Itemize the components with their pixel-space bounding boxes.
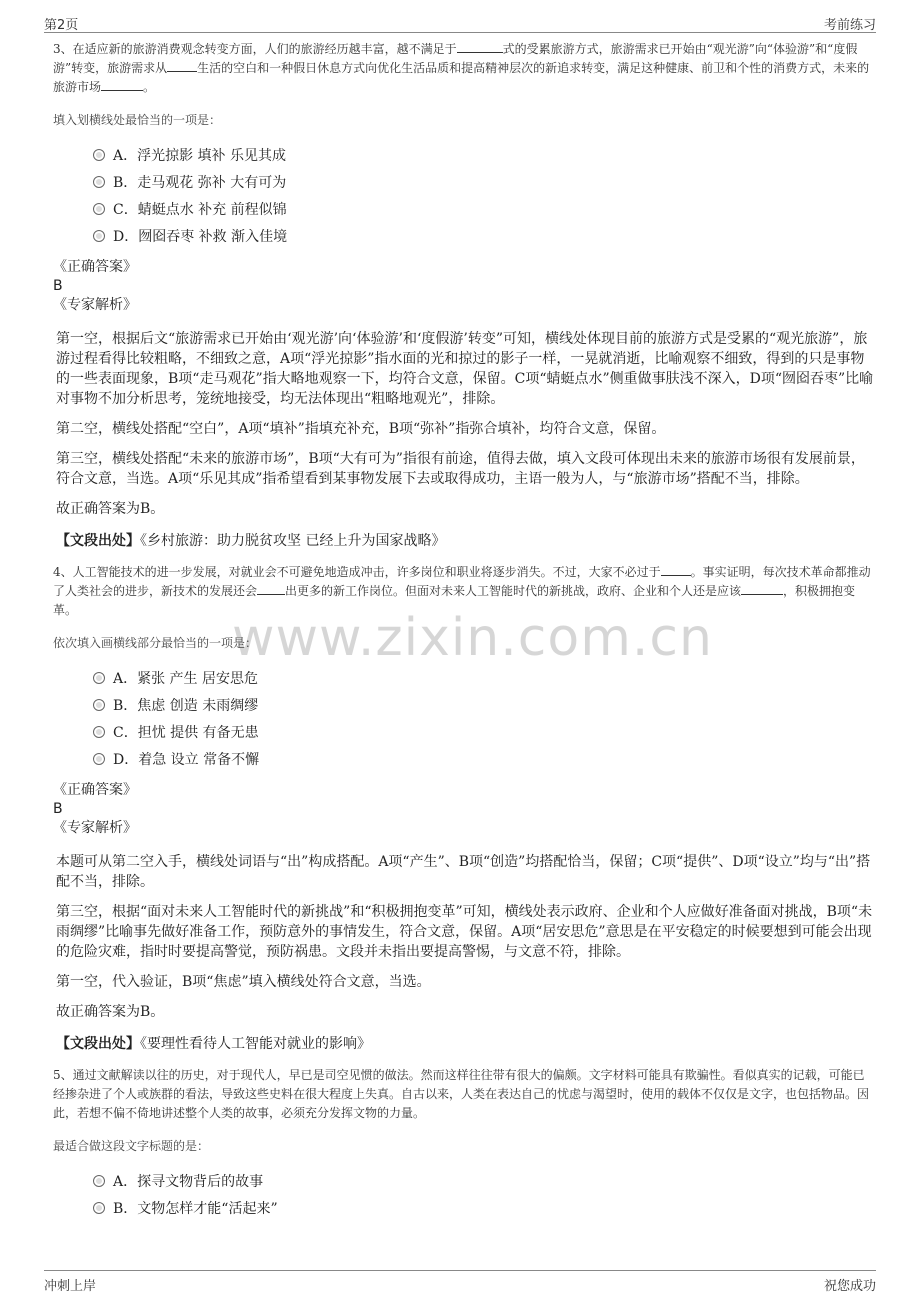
source-citation: 【文段出处】《要理性看待人工智能对就业的影响》	[56, 1036, 371, 1052]
option-d[interactable]: D．着急 设立 常备不懈	[93, 747, 874, 774]
question-5-options	[53, 1169, 874, 1223]
analysis-label: 《专家解析》	[53, 297, 137, 313]
explanation-paragraph: 第一空，根据后文“旅游需求已开始由‘观光游’向‘体验游’和‘度假游’转变”可知，横线处体现目前的旅游方式是受累的“观光旅游”，旅游过程看得比较粗略，不细致之意，A项“浮光掠影”指水面的光和掠过的影子一样，一晃就消逝，比喻观察不细致，得到的只是事物的一些表面现象，B项“走马观花”指大略地观察一下，均符合文意，保留。C项“蜻蜓点水”侧重做事肤浅不深入，D项“囫囵吞枣”比喻对事物不加分析思考，笼统地接受，均无法体现出“粗略地观光”，排除。	[56, 331, 874, 407]
explanation-paragraph: 本题可从第二空入手，横线处词语与“出”构成搭配。A项“产生”、B项“创造”均搭配恰当，保留；C项“提供”、D项“设立”均与“出”搭配不当，排除。	[56, 854, 871, 890]
option-a[interactable]: A．探寻文物背后的故事	[93, 1169, 874, 1196]
answer-label: 《正确答案》	[53, 259, 137, 275]
explanation-paragraph: 故正确答案为B。	[56, 501, 165, 517]
option-a[interactable]: A．紧张 产生 居安思危	[93, 666, 874, 693]
page-header	[44, 12, 876, 33]
blank	[457, 40, 503, 53]
answer-value: B	[53, 278, 63, 294]
blank	[741, 582, 783, 595]
explanation-paragraph: 第二空，横线处搭配“空白”，A项“填补”指填充补充，B项“弥补”指弥合填补，均符合文意，保留。	[56, 421, 666, 437]
option-b[interactable]: B．焦虑 创造 未雨绸缪	[93, 693, 874, 720]
answer-label: 《正确答案》	[53, 782, 137, 798]
answer-value: B	[53, 801, 63, 817]
question-4-options	[53, 666, 874, 774]
question-3-options	[53, 143, 874, 251]
radio-icon[interactable]	[93, 203, 105, 215]
explanation-paragraph: 第一空，代入验证，B项“焦虑”填入横线处符合文意，当选。	[56, 974, 431, 990]
blank	[101, 78, 143, 91]
question-5-stem: 5、通过文献解读以往的历史，对于现代人，早已是司空见惯的做法。然而这样往往带有很大的偏颇。文字材料可能具有欺骗性。看似真实的记载，可能已经掺杂进了个人或族群的看法，导致这些史料在很大程度上失真。自古以来，人类在表达自己的忧虑与渴望时，使用的载体不仅仅是文字，也包括物品。因此，若想不偏不倚地讲述整个人类的故事，必须充分发挥文物的力量。	[53, 1068, 870, 1120]
question-3-stem: 3、在适应新的旅游消费观念转变方面，人们的旅游经历越丰富，越不满足于 式的受累旅游方式，旅游需求已开始由“观光游”向“体验游”和“度假游”转变，旅游需求从 生活的空白和一种假日休息方式向优化生活品质和提高精神层次的新追求转变，满足这种健康、前卫和个性的消费方式，未来的旅游市场 。	[53, 42, 870, 94]
source-citation: 【文段出处】《乡村旅游：助力脱贫攻坚 已经上升为国家战略》	[56, 533, 446, 549]
radio-icon[interactable]	[93, 230, 105, 242]
radio-icon[interactable]	[93, 176, 105, 188]
document-body	[53, 40, 874, 1223]
question-5-prompt: 最适合做这段文字标题的是：	[53, 1139, 210, 1153]
explanation-paragraph: 第三空，横线处搭配“未来的旅游市场”，B项“大有可为”指很有前途，值得去做，填入文段可体现出未来的旅游市场很有发展前景，符合文意，当选。A项“乐见其成”指希望看到某事物发展下去或取得成功，主语一般为人，与“旅游市场”搭配不当，排除。	[56, 451, 865, 487]
explanation-paragraph: 故正确答案为B。	[56, 1004, 165, 1020]
radio-icon[interactable]	[93, 726, 105, 738]
radio-icon[interactable]	[93, 699, 105, 711]
option-b[interactable]: B．走马观花 弥补 大有可为	[93, 170, 874, 197]
option-b[interactable]: B．文物怎样才能“活起来”	[93, 1196, 874, 1223]
footer-left: 冲刺上岸	[44, 1279, 97, 1294]
page-number: 第2页	[44, 18, 79, 33]
radio-icon[interactable]	[93, 753, 105, 765]
explanation-paragraph: 第三空，根据“面对未来人工智能时代的新挑战”和“积极拥抱变革”可知，横线处表示政府、企业和个人应做好准备面对挑战，B项“未雨绸缪”比喻事先做好准备工作，预防意外的事情发生，符合文意，保留。A项“居安思危”意思是在平安稳定的时候要想到可能会出现的危险灾难，指时时要提高警觉，预防祸患。文段并未指出要提高警惕，与文意不符，排除。	[56, 904, 873, 960]
option-a[interactable]: A．浮光掠影 填补 乐见其成	[93, 143, 874, 170]
radio-icon[interactable]	[93, 1202, 105, 1214]
blank	[257, 582, 285, 595]
page-footer	[44, 1270, 876, 1295]
radio-icon[interactable]	[93, 149, 105, 161]
question-3-prompt: 填入划横线处最恰当的一项是：	[53, 113, 222, 127]
option-d[interactable]: D．囫囵吞枣 补救 渐入佳境	[93, 224, 874, 251]
question-4-stem: 4、人工智能技术的进一步发展，对就业会不可避免地造成冲击，许多岗位和职业将逐步消失。不过，大家不必过于 。事实证明，每次技术革命都推动了人类社会的进步，新技术的发展还会 出更多的新工作岗位。但面对未来人工智能时代的新挑战，政府、企业和个人还是应该 ，积极拥抱变革。	[53, 565, 871, 617]
radio-icon[interactable]	[93, 1175, 105, 1187]
blank	[167, 59, 197, 72]
option-c[interactable]: C．担忧 提供 有备无患	[93, 720, 874, 747]
blank	[661, 563, 691, 576]
header-title: 考前练习	[823, 18, 876, 33]
option-c[interactable]: C．蜻蜓点水 补充 前程似锦	[93, 197, 874, 224]
analysis-label: 《专家解析》	[53, 820, 137, 836]
radio-icon[interactable]	[93, 672, 105, 684]
footer-right: 祝您成功	[823, 1279, 876, 1294]
question-4-prompt: 依次填入画横线部分最恰当的一项是：	[53, 636, 258, 650]
watermark: www.zixin.com.cn	[232, 608, 713, 668]
